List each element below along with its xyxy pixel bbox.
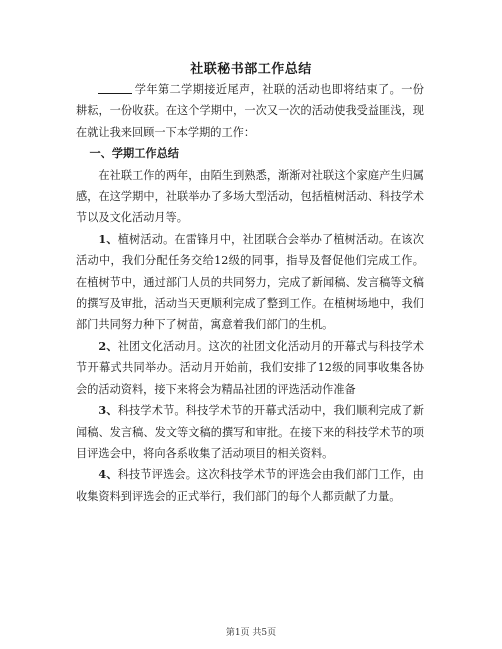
document-body: [76, 79, 424, 507]
list-item: [76, 229, 424, 336]
item-number: 4、: [98, 467, 118, 482]
item-number: 3、: [98, 403, 118, 418]
page-footer: 第1页 共5页: [225, 628, 277, 638]
document-title: 社联秘书部工作总结: [190, 62, 312, 77]
item-text: 科技学术节。科技学术节的开幕式活动中，我们顺利完成了新闻稿、发言稿、发文等文稿的撰写和审批。在接下来的科技学术节的项目评选会中，将向各系收集了活动项目的相关资料。: [76, 404, 424, 460]
section-heading: 一、学期工作总结: [89, 146, 179, 161]
item-text: 社团文化活动月。这次的社团文化活动月的开幕式与科技学术节开幕式共同举办。活动月开始前，我们安排了12级的同事收集各协会的活动资料，接下来将会为精品社团的评选活动作准备: [76, 339, 424, 396]
item-number: 1、: [98, 231, 118, 246]
list-item: [76, 400, 424, 464]
list-item: [76, 336, 424, 400]
item-text: 科技节评选会。这次科技学术节的评选会由我们部门工作，由收集资料到评选会的正式举行，我们部门的每个人都贡献了力量。: [76, 468, 424, 503]
blank-underline: [98, 81, 132, 94]
list-item: [76, 464, 424, 507]
intro-paragraph: [76, 79, 424, 143]
item-number: 2、: [98, 338, 118, 353]
intro-text: 学年第二学期接近尾声，社联的活动也即将结束了。一份耕耘，一份收获。在这个学期中，一次又一次的活动使我受益匪浅，现在就让我来回顾一下本学期的工作：: [76, 83, 424, 139]
section-paragraph: 在社联工作的两年，由陌生到熟悉，渐渐对社联这个家庭产生归属感，在这学期中，社联举办了多场大型活动，包括植树活动、科技学术节以及文化活动月等。: [76, 168, 424, 225]
item-text: 植树活动。在雷锋月中，社团联合会举办了植树活动。在该次活动中，我们分配任务交给12级的同事，指导及督促他们完成工作。在植树节中，通过部门人员的共同努力，完成了新闻稿、发言稿等文稿的撰写及审批，活动当天更顺利完成了整到工作。在植树场地中，我们部门共同努力种下了树苗，寓意着我们部门的生机。: [76, 232, 424, 332]
